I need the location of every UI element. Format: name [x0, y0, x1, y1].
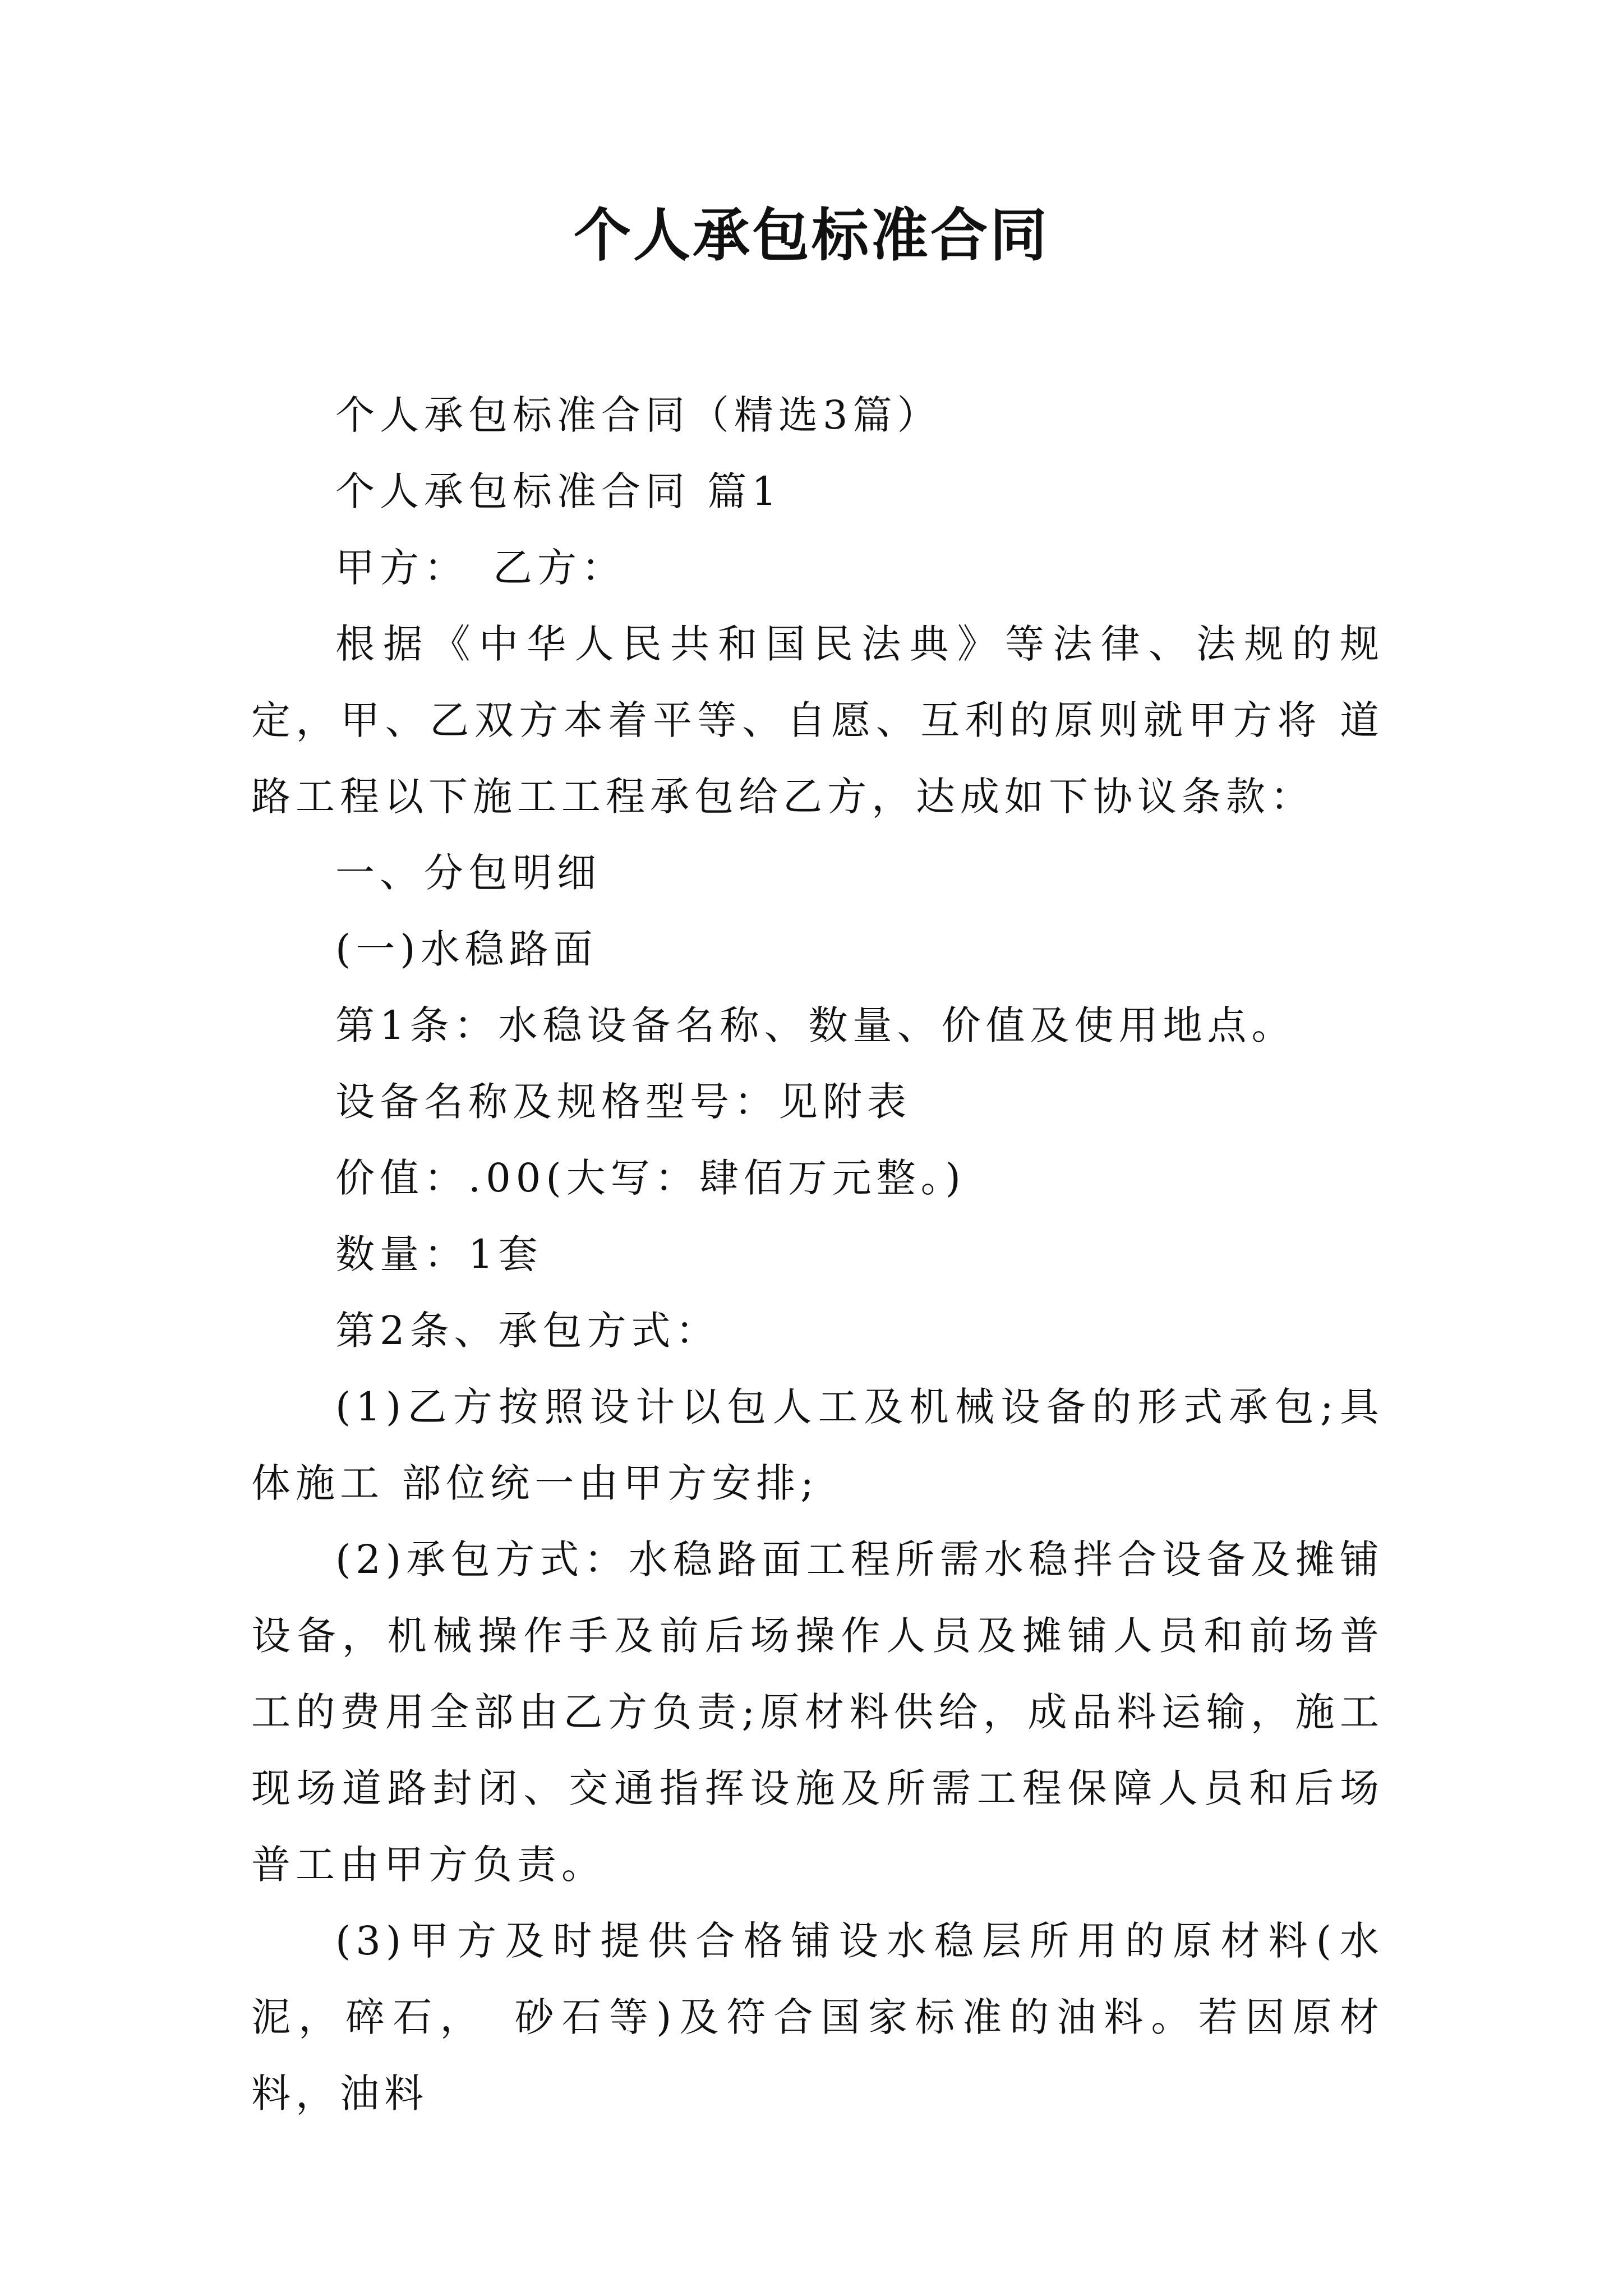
- paragraph-quantity: 数量：1套: [335, 1231, 543, 1277]
- paragraph-value: 价值：.00(大写：肆佰万元整。): [335, 1155, 966, 1201]
- paragraph-equipment-name: 设备名称及规格型号：见附表: [335, 1079, 911, 1125]
- paragraph-water-stable-pavement: (一)水稳路面: [335, 926, 598, 972]
- paragraph-preamble: 根据《中华人民共和国民法典》等法律、法规的规定，甲、乙双方本着平等、自愿、互利的原则就甲方将 道路工程以下施工工程承包给乙方，达成如下协议条款：: [251, 621, 1384, 820]
- paragraph-article-1: 第1条：水稳设备名称、数量、价值及使用地点。: [335, 1002, 1296, 1048]
- paragraph-subcontract-details: 一、分包明细: [335, 850, 601, 896]
- paragraph-parties: 甲方： 乙方：: [335, 545, 626, 591]
- paragraph-article-2: 第2条、承包方式：: [335, 1308, 720, 1354]
- paragraph-clause-3: (3)甲方及时提供合格铺设水稳层所用的原材料(水泥，碎石， 砂石等)及符合国家标准的油料。若因原材料，油料: [251, 1918, 1384, 2116]
- paragraph-section-heading: 个人承包标准合同 篇1: [335, 468, 782, 514]
- document-title: 个人承包标准合同: [574, 202, 1049, 269]
- paragraph-clause-1: (1)乙方按照设计以包人工及机械设备的形式承包;具体施工 部位统一由甲方安排;: [251, 1384, 1384, 1506]
- paragraph-clause-2: (2)承包方式：水稳路面工程所需水稳拌合设备及摊铺设备，机械操作手及前后场操作人员及摊铺人员和前场普工的费用全部由乙方负责;原材料供给，成品料运输，施工现场道路封闭、交通指挥设施及所需工程保障人员和后场普工由甲方负责。: [251, 1536, 1384, 1888]
- paragraph-subtitle: 个人承包标准合同（精选3篇）: [335, 392, 942, 438]
- document-body: [251, 377, 1384, 2132]
